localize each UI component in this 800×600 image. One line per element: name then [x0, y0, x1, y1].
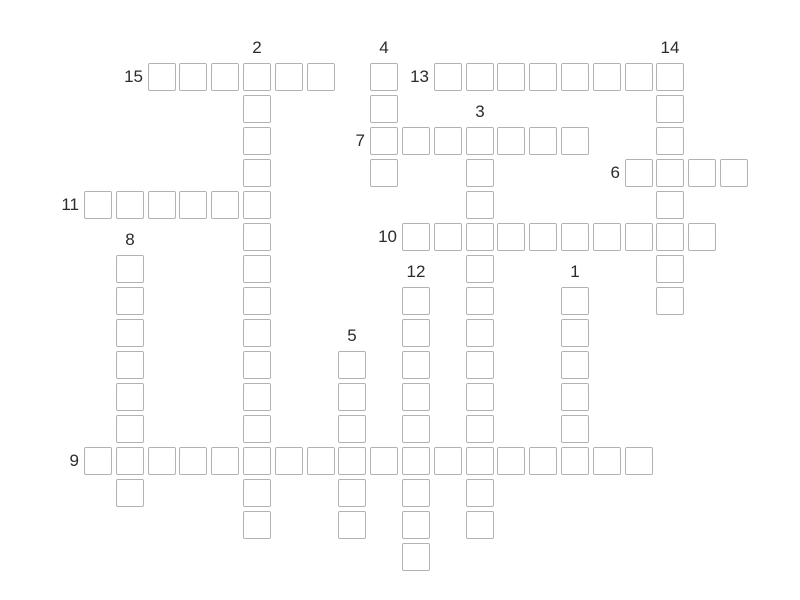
crossword-cell-10-10[interactable] — [402, 383, 430, 411]
crossword-cell-8-13[interactable] — [338, 479, 366, 507]
crossword-cell-13-0[interactable] — [497, 63, 525, 91]
crossword-cell-2-12[interactable] — [148, 447, 176, 475]
crossword-cell-3-12[interactable] — [179, 447, 207, 475]
crossword-cell-0-4[interactable] — [84, 191, 112, 219]
crossword-cell-11-5[interactable] — [434, 223, 462, 251]
crossword-cell-1-13[interactable] — [116, 479, 144, 507]
crossword-cell-10-8[interactable] — [402, 319, 430, 347]
crossword-cell-10-9[interactable] — [402, 351, 430, 379]
crossword-cell-12-4[interactable] — [466, 191, 494, 219]
crossword-cell-17-3[interactable] — [625, 159, 653, 187]
crossword-cell-5-5[interactable] — [243, 223, 271, 251]
crossword-cell-15-9[interactable] — [561, 351, 589, 379]
down-clue-number-4: 4 — [379, 38, 389, 57]
crossword-cell-19-3[interactable] — [688, 159, 716, 187]
crossword-cell-8-14[interactable] — [338, 511, 366, 539]
crossword-cell-15-10[interactable] — [561, 383, 589, 411]
crossword-cell-10-5[interactable] — [402, 223, 430, 251]
crossword-cell-1-6[interactable] — [116, 255, 144, 283]
crossword-cell-11-0[interactable] — [434, 63, 462, 91]
crossword-cell-18-3[interactable] — [656, 159, 684, 187]
crossword-cell-13-5[interactable] — [497, 223, 525, 251]
crossword-cell-10-11[interactable] — [402, 415, 430, 443]
crossword-cell-5-10[interactable] — [243, 383, 271, 411]
crossword-cell-6-12[interactable] — [275, 447, 303, 475]
crossword-cell-1-4[interactable] — [116, 191, 144, 219]
crossword-cell-12-0[interactable] — [466, 63, 494, 91]
crossword-cell-8-9[interactable] — [338, 351, 366, 379]
crossword-cell-17-5[interactable] — [625, 223, 653, 251]
crossword-cell-14-2[interactable] — [529, 127, 557, 155]
crossword-cell-5-6[interactable] — [243, 255, 271, 283]
crossword-cell-13-12[interactable] — [497, 447, 525, 475]
crossword-cell-9-12[interactable] — [370, 447, 398, 475]
crossword-cell-1-10[interactable] — [116, 383, 144, 411]
crossword-cell-5-7[interactable] — [243, 287, 271, 315]
down-clue-number-5: 5 — [347, 326, 357, 345]
crossword-cell-12-12[interactable] — [466, 447, 494, 475]
crossword-cell-16-0[interactable] — [593, 63, 621, 91]
crossword-cell-5-14[interactable] — [243, 511, 271, 539]
crossword-cell-4-0[interactable] — [211, 63, 239, 91]
crossword-cell-5-9[interactable] — [243, 351, 271, 379]
crossword-cell-5-13[interactable] — [243, 479, 271, 507]
crossword-cell-7-0[interactable] — [307, 63, 335, 91]
crossword-cell-12-6[interactable] — [466, 255, 494, 283]
crossword-cell-1-12[interactable] — [116, 447, 144, 475]
crossword-cell-12-3[interactable] — [466, 159, 494, 187]
down-clue-number-2: 2 — [252, 38, 262, 57]
crossword-cell-17-12[interactable] — [625, 447, 653, 475]
crossword-cell-16-12[interactable] — [593, 447, 621, 475]
crossword-cell-15-0[interactable] — [561, 63, 589, 91]
crossword-cell-5-3[interactable] — [243, 159, 271, 187]
crossword-cell-10-14[interactable] — [402, 511, 430, 539]
crossword-cell-18-0[interactable] — [656, 63, 684, 91]
down-clue-number-3: 3 — [475, 102, 485, 121]
crossword-cell-9-2[interactable] — [370, 127, 398, 155]
crossword-cell-1-7[interactable] — [116, 287, 144, 315]
crossword-cell-12-9[interactable] — [466, 351, 494, 379]
down-clue-number-1: 1 — [570, 262, 580, 281]
crossword-cell-4-4[interactable] — [211, 191, 239, 219]
down-clue-number-12: 12 — [406, 262, 426, 281]
crossword-cell-14-5[interactable] — [529, 223, 557, 251]
crossword-cell-8-12[interactable] — [338, 447, 366, 475]
crossword-cell-18-1[interactable] — [656, 95, 684, 123]
crossword-cell-11-2[interactable] — [434, 127, 462, 155]
crossword-cell-12-11[interactable] — [466, 415, 494, 443]
across-clue-number-11: 11 — [61, 195, 79, 214]
crossword-cell-9-3[interactable] — [370, 159, 398, 187]
down-clue-number-14: 14 — [660, 38, 680, 57]
crossword-cell-19-5[interactable] — [688, 223, 716, 251]
crossword-cell-11-12[interactable] — [434, 447, 462, 475]
crossword-cell-12-10[interactable] — [466, 383, 494, 411]
crossword-cell-5-12[interactable] — [243, 447, 271, 475]
crossword-cell-8-10[interactable] — [338, 383, 366, 411]
crossword-cell-0-12[interactable] — [84, 447, 112, 475]
crossword-cell-1-9[interactable] — [116, 351, 144, 379]
crossword-cell-14-12[interactable] — [529, 447, 557, 475]
crossword-cell-2-0[interactable] — [148, 63, 176, 91]
across-clue-number-9: 9 — [69, 451, 79, 470]
crossword-cell-12-7[interactable] — [466, 287, 494, 315]
crossword-cell-15-2[interactable] — [561, 127, 589, 155]
across-clue-number-10: 10 — [378, 227, 397, 246]
crossword-cell-5-2[interactable] — [243, 127, 271, 155]
crossword-cell-18-4[interactable] — [656, 191, 684, 219]
crossword-cell-10-7[interactable] — [402, 287, 430, 315]
crossword-cell-5-1[interactable] — [243, 95, 271, 123]
crossword-cell-7-12[interactable] — [307, 447, 335, 475]
crossword-cell-18-7[interactable] — [656, 287, 684, 315]
across-clue-number-7: 7 — [355, 131, 365, 150]
crossword-cell-5-0[interactable] — [243, 63, 271, 91]
down-clue-number-8: 8 — [125, 230, 135, 249]
crossword-cell-1-11[interactable] — [116, 415, 144, 443]
crossword-cell-18-5[interactable] — [656, 223, 684, 251]
crossword-cell-15-5[interactable] — [561, 223, 589, 251]
across-clue-number-6: 6 — [610, 163, 620, 182]
crossword-cell-15-12[interactable] — [561, 447, 589, 475]
crossword-cell-8-11[interactable] — [338, 415, 366, 443]
crossword-cell-4-12[interactable] — [211, 447, 239, 475]
crossword-cell-18-2[interactable] — [656, 127, 684, 155]
crossword-cell-15-11[interactable] — [561, 415, 589, 443]
crossword-cell-10-12[interactable] — [402, 447, 430, 475]
crossword-cell-20-3[interactable] — [720, 159, 748, 187]
across-clue-number-13: 13 — [410, 67, 429, 86]
crossword-cell-5-8[interactable] — [243, 319, 271, 347]
crossword-cell-9-1[interactable] — [370, 95, 398, 123]
across-clue-number-15: 15 — [124, 67, 143, 86]
crossword-cell-6-0[interactable] — [275, 63, 303, 91]
crossword-cell-2-4[interactable] — [148, 191, 176, 219]
crossword-cell-1-8[interactable] — [116, 319, 144, 347]
crossword-cell-5-4[interactable] — [243, 191, 271, 219]
crossword-cell-16-5[interactable] — [593, 223, 621, 251]
crossword-cell-12-8[interactable] — [466, 319, 494, 347]
crossword-cell-15-7[interactable] — [561, 287, 589, 315]
crossword-cell-3-0[interactable] — [179, 63, 207, 91]
crossword-cell-13-2[interactable] — [497, 127, 525, 155]
crossword-cell-12-13[interactable] — [466, 479, 494, 507]
crossword-cell-10-13[interactable] — [402, 479, 430, 507]
crossword-cell-10-2[interactable] — [402, 127, 430, 155]
crossword-cell-10-15[interactable] — [402, 543, 430, 571]
crossword-cell-17-0[interactable] — [625, 63, 653, 91]
crossword-cell-18-6[interactable] — [656, 255, 684, 283]
crossword-cell-5-11[interactable] — [243, 415, 271, 443]
crossword-cell-12-2[interactable] — [466, 127, 494, 155]
crossword-cell-14-0[interactable] — [529, 63, 557, 91]
crossword-cell-12-14[interactable] — [466, 511, 494, 539]
crossword-cell-15-8[interactable] — [561, 319, 589, 347]
crossword-cell-12-5[interactable] — [466, 223, 494, 251]
crossword-cell-3-4[interactable] — [179, 191, 207, 219]
